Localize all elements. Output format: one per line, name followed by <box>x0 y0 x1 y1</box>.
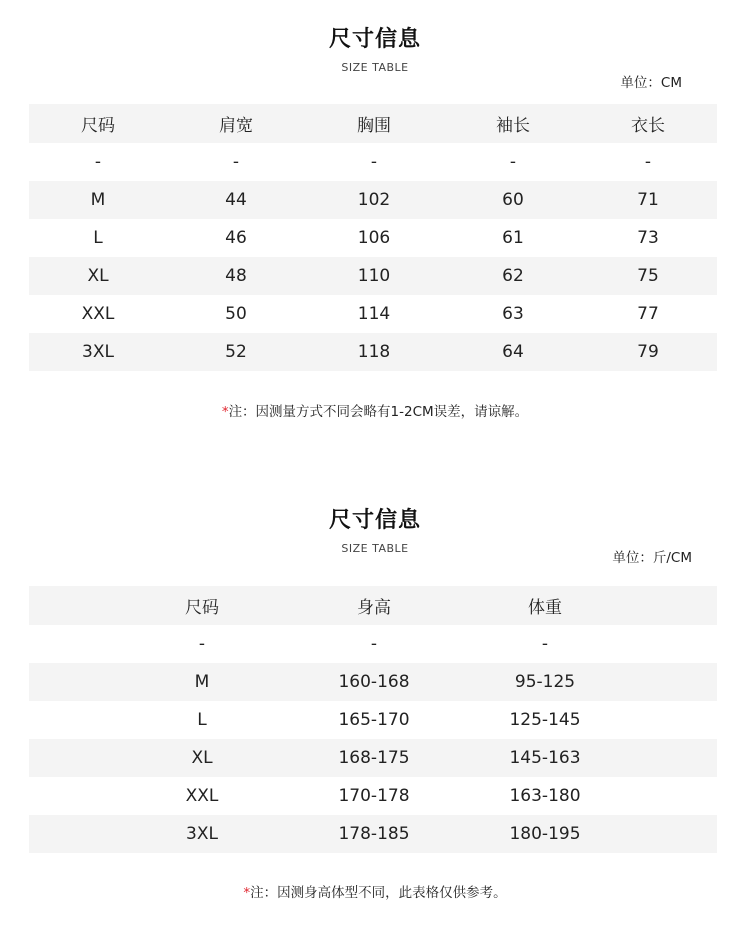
table-row <box>29 219 717 257</box>
table-cell: 125-145 <box>509 710 581 730</box>
section-subtitle: SIZE TABLE <box>341 542 409 555</box>
table-cell: 64 <box>502 342 524 362</box>
table-cell: - <box>94 152 102 172</box>
table-cell: 50 <box>225 304 247 324</box>
table-cell: 48 <box>225 266 247 286</box>
table-cell: - <box>370 634 378 654</box>
unit-label: 单位：CM <box>620 75 682 91</box>
table-cell: 61 <box>502 228 524 248</box>
table-row <box>29 295 717 333</box>
table-cell: 145-163 <box>509 748 581 768</box>
header-cell: 胸围 <box>357 116 391 136</box>
header-cell: 体重 <box>528 598 562 618</box>
table-cell: 114 <box>357 304 391 324</box>
section-title: 尺寸信息 <box>328 27 421 52</box>
table-header-row <box>29 586 717 625</box>
footnote-mark: * <box>221 404 229 420</box>
table-cell: 44 <box>225 190 247 210</box>
footnote-text: 注：因测身高体型不同，此表格仅供参考。 <box>250 885 507 901</box>
table-cell: - <box>370 152 378 172</box>
table-header-row <box>29 104 717 143</box>
table-row <box>29 663 717 701</box>
table-row <box>29 739 717 777</box>
size-table <box>29 104 717 371</box>
header-cell: 尺码 <box>81 116 115 136</box>
table-row <box>29 815 717 853</box>
footnote-text: 注：因测量方式不同会略有1-2CM误差，请谅解。 <box>228 404 529 420</box>
table-row <box>29 777 717 815</box>
unit-label: 单位：斤/CM <box>612 550 692 566</box>
table-cell: 52 <box>225 342 247 362</box>
table-cell: 77 <box>637 304 659 324</box>
table-cell: 75 <box>637 266 659 286</box>
table-cell: - <box>232 152 240 172</box>
footnote <box>0 881 750 901</box>
table-cell: L <box>197 710 207 730</box>
table-cell: 3XL <box>82 342 114 362</box>
table-cell: 165-170 <box>338 710 410 730</box>
table-cell: 110 <box>357 266 391 286</box>
table-cell: 106 <box>357 228 391 248</box>
table-cell: 46 <box>225 228 247 248</box>
table-cell: 71 <box>637 190 659 210</box>
table-cell: - <box>541 634 549 654</box>
table-cell: 178-185 <box>338 824 410 844</box>
table-cell: 73 <box>637 228 659 248</box>
table-cell: XXL <box>81 304 115 324</box>
header-cell: 肩宽 <box>219 116 253 136</box>
table-cell: XL <box>191 748 213 768</box>
section-title: 尺寸信息 <box>328 508 421 533</box>
table-cell: XXL <box>185 786 219 806</box>
table-cell: - <box>198 634 206 654</box>
table-cell: M <box>90 190 106 210</box>
footnote <box>0 400 750 420</box>
table-cell: M <box>194 672 210 692</box>
table-cell: 102 <box>357 190 391 210</box>
table-cell: - <box>644 152 652 172</box>
table-cell: 180-195 <box>509 824 581 844</box>
table-cell: 62 <box>502 266 524 286</box>
table-cell: XL <box>87 266 109 286</box>
table-row <box>29 701 717 739</box>
table-cell: L <box>93 228 103 248</box>
table-cell: 95-125 <box>514 672 576 692</box>
section-subtitle: SIZE TABLE <box>341 61 409 74</box>
table-row <box>29 181 717 219</box>
table-row <box>29 257 717 295</box>
table-cell: - <box>509 152 517 172</box>
table-cell: 163-180 <box>509 786 581 806</box>
header-cell: 衣长 <box>631 116 665 136</box>
table-cell: 160-168 <box>338 672 410 692</box>
size-table-section-2 <box>0 481 750 932</box>
table-cell: 60 <box>502 190 524 210</box>
header-cell: 袖长 <box>496 116 530 136</box>
table-row <box>29 625 717 663</box>
table-cell: 168-175 <box>338 748 410 768</box>
table-cell: 79 <box>637 342 659 362</box>
table-cell: 118 <box>357 342 391 362</box>
table-cell: 170-178 <box>338 786 410 806</box>
size-table <box>29 586 717 853</box>
table-cell: 3XL <box>186 824 218 844</box>
footnote-mark: * <box>243 885 251 901</box>
header-cell: 尺码 <box>185 598 219 618</box>
table-row <box>29 333 717 371</box>
table-cell: 63 <box>502 304 524 324</box>
table-row <box>29 143 717 181</box>
header-cell: 身高 <box>357 598 391 618</box>
